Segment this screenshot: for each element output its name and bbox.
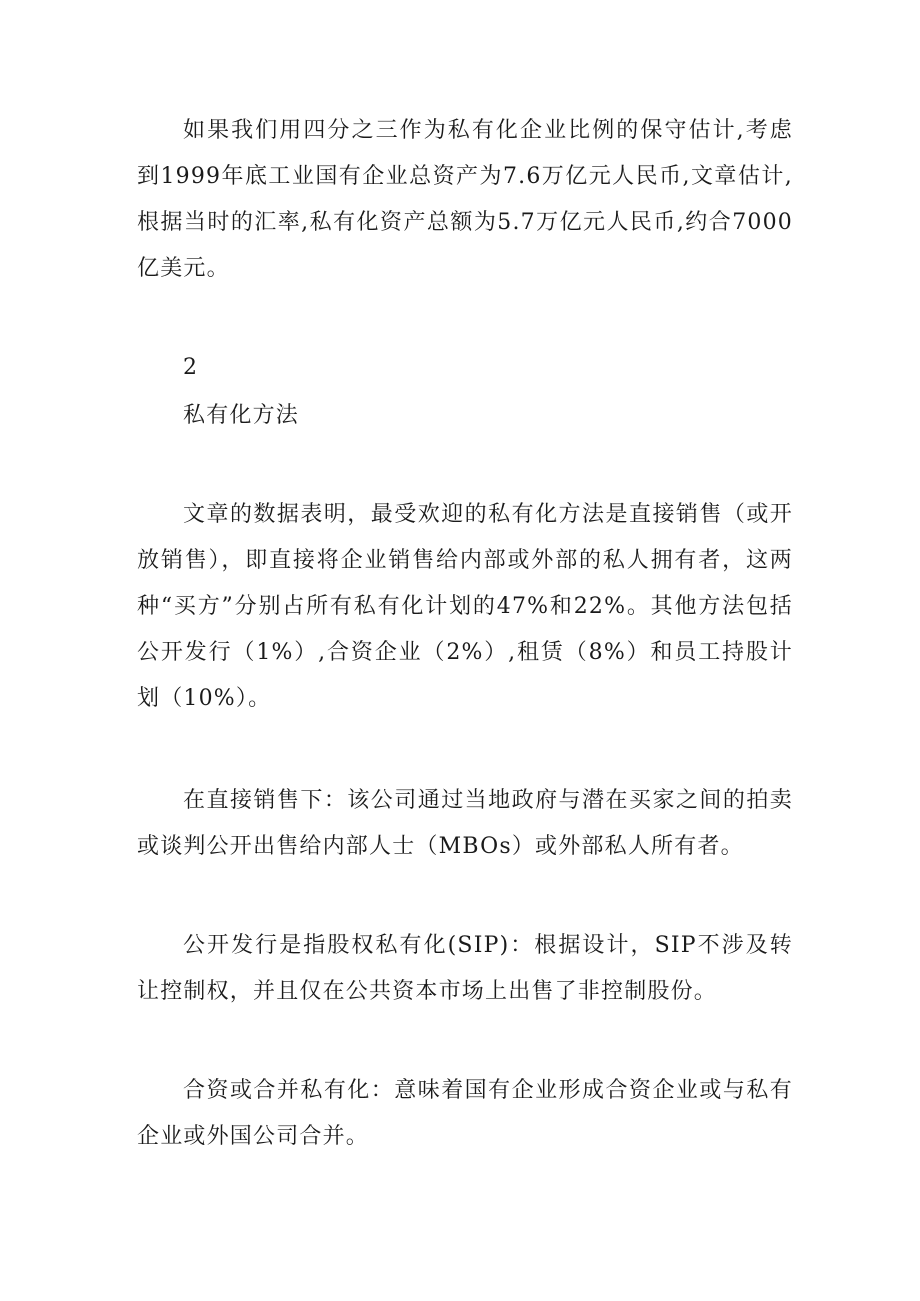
paragraph-direct-sale: 在直接销售下：该公司通过当地政府与潜在买家之间的拍卖或谈判公开出售给内部人士（MBOs）或外部私人所有者。	[137, 788, 793, 859]
paragraph-privatization-methods: 文章的数据表明，最受欢迎的私有化方法是直接销售（或开放销售），即直接将企业销售给内部或外部的私人拥有者，这两种“买方”分别占所有私有化计划的47%和22%。其他方法包括公开发行（1%）,合资企业（2%）,租赁（8%）和员工持股计划（10%）。	[137, 502, 793, 711]
section-number: 2	[183, 355, 199, 380]
paragraph-public-offering: 公开发行是指股权私有化(SIP)：根据设计，SIP不涉及转让控制权，并且仅在公共资本市场上出售了非控制股份。	[137, 933, 793, 1004]
section-title: 私有化方法	[183, 403, 300, 428]
paragraph-joint-venture: 合资或合并私有化：意味着国有企业形成合资企业或与私有企业或外国公司合并。	[137, 1078, 793, 1149]
paragraph-asset-estimate: 如果我们用四分之三作为私有化企业比例的保守估计,考虑到1999年底工业国有企业总资产为7.6万亿元人民币,文章估计,根据当时的汇率,私有化资产总额为5.7万亿元人民币,约合7000亿美元。	[137, 118, 793, 281]
